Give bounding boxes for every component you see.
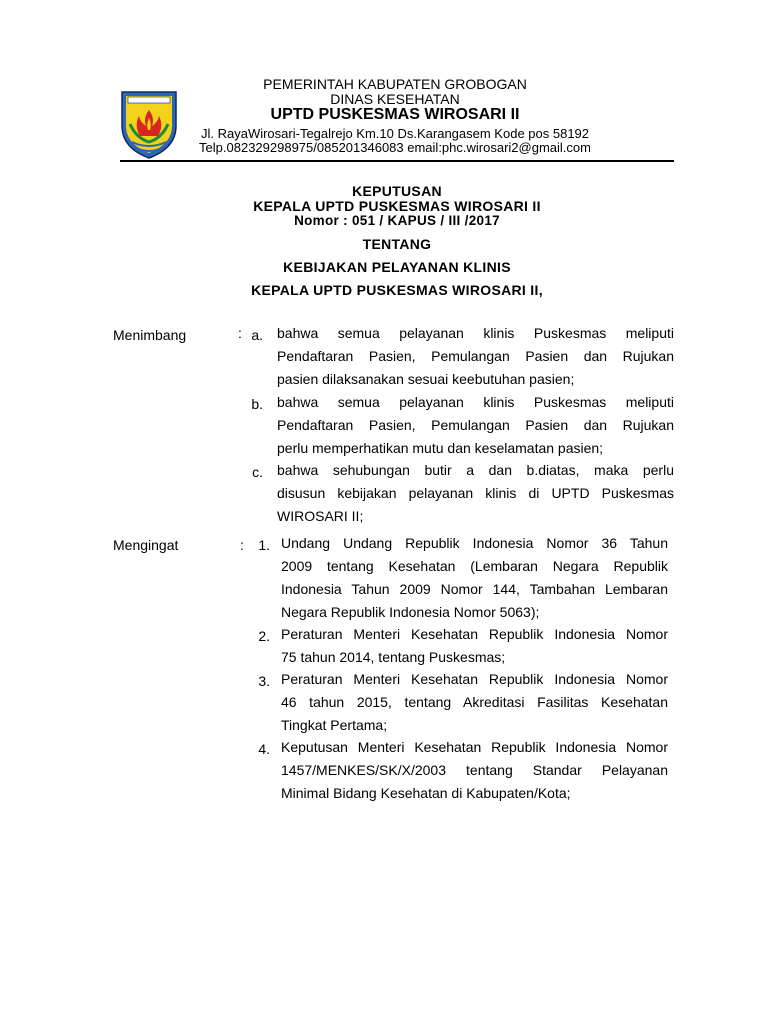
letterhead-divider [120, 160, 674, 162]
text-line: bahwa sehubungan butir a dan b.diatas, maka perlu [277, 462, 674, 478]
text-line: Peraturan Menteri Kesehatan Republik Indonesia Nomor [281, 671, 668, 687]
letterhead-address: Jl. RayaWirosari-Tegalrejo Km.10 Ds.Karangasem Kode pos 58192 [200, 126, 590, 141]
text-line: Indonesia Tahun 2009 Nomor 144, Tambahan Lembaran [281, 581, 668, 597]
text-line: WIROSARI II; [277, 508, 364, 524]
text-line: 2009 tentang Kesehatan (Lembaran Negara Republik [281, 558, 668, 574]
text-line: Negara Republik Indonesia Nomor 5063); [281, 604, 540, 620]
letterhead-government: PEMERINTAH KABUPATEN GROBOGAN [263, 76, 527, 92]
letterhead-department: DINAS KESEHATAN [330, 91, 460, 107]
text-line: Keputusan Menteri Kesehatan Republik Indonesia Nomor [281, 739, 668, 755]
recalling-label: Mengingat [113, 537, 179, 553]
recalling-item-4 [281, 736, 668, 805]
decree-issuer: KEPALA UPTD PUSKESMAS WIROSARI II [253, 198, 541, 214]
text-line: disusun kebijakan pelayanan klinis di UPTD Puskesmas [277, 485, 674, 501]
letterhead-institution: UPTD PUSKESMAS WIROSARI II [270, 106, 520, 123]
decree-number: Nomor : 051 / KAPUS / III /2017 [294, 213, 500, 228]
decree-about-label: TENTANG [362, 236, 432, 252]
considering-colon: : [238, 325, 242, 341]
text-line: pasien dilaksanakan sesuai keebutuhan pasien; [277, 371, 575, 387]
considering-item-b [277, 391, 674, 460]
considering-item-c [277, 459, 674, 528]
text-line: 46 tahun 2015, tentang Akreditasi Fasilitas Kesehatan [281, 694, 668, 710]
text-line: Undang Undang Republik Indonesia Nomor 36 Tahun [281, 535, 668, 551]
recalling-item-marker: 3. [258, 673, 270, 689]
recalling-item-3 [281, 668, 668, 737]
text-line: Pendaftaran Pasien, Pemulangan Pasien dan Rujukan [277, 348, 674, 364]
recalling-item-marker: 2. [258, 628, 270, 644]
letterhead-contact: Telp.082329298975/085201346083 email:phc.wirosari2@gmail.com [199, 140, 591, 155]
considering-item-marker: c. [252, 464, 263, 480]
considering-item-marker: b. [251, 396, 263, 412]
recalling-item-marker: 4. [258, 741, 270, 757]
text-line: 1457/MENKES/SK/X/2003 tentang Standar Pelayanan [281, 762, 668, 778]
text-line: Minimal Bidang Kesehatan di Kabupaten/Kota; [281, 785, 571, 801]
considering-label: Menimbang [113, 327, 187, 343]
recalling-colon: : [240, 537, 244, 553]
text-line: 75 tahun 2014, tentang Puskesmas; [281, 649, 506, 665]
text-line: Peraturan Menteri Kesehatan Republik Indonesia Nomor [281, 626, 668, 642]
text-line: Tingkat Pertama; [281, 717, 388, 733]
considering-item-marker: a. [251, 327, 263, 343]
considering-item-a [277, 322, 674, 391]
text-line: bahwa semua pelayanan klinis Puskesmas meliputi [277, 325, 674, 341]
grobogan-regency-emblem [118, 86, 180, 160]
recalling-item-1 [281, 532, 668, 624]
recalling-item-marker: 1. [258, 537, 270, 553]
text-line: bahwa semua pelayanan klinis Puskesmas meliputi [277, 394, 674, 410]
decree-subject: KEBIJAKAN PELAYANAN KLINIS [283, 259, 511, 275]
decree-title: KEPUTUSAN [352, 183, 442, 199]
text-line: perlu memperhatikan mutu dan keselamatan pasien; [277, 440, 604, 456]
recalling-item-2 [281, 623, 668, 669]
text-line: Pendaftaran Pasien, Pemulangan Pasien dan Rujukan [277, 417, 674, 433]
decree-authority: KEPALA UPTD PUSKESMAS WIROSARI II, [251, 282, 543, 298]
